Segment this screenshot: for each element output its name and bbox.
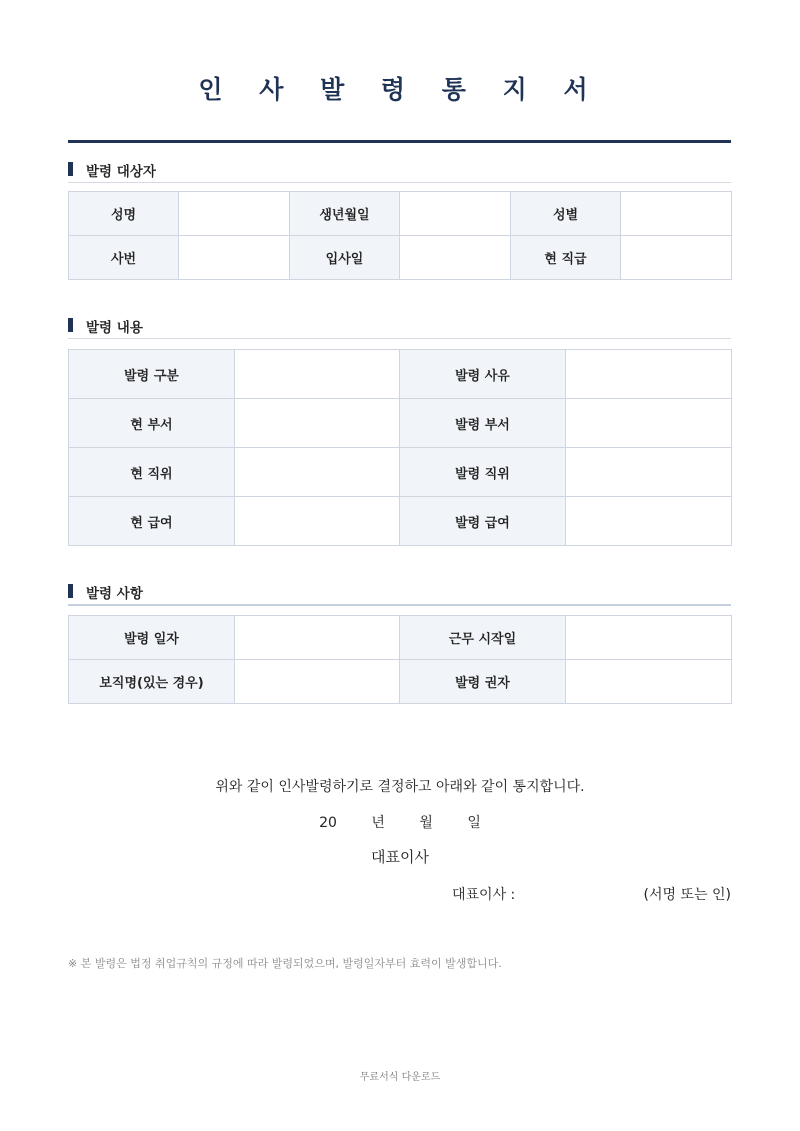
field-current-position[interactable]: [235, 448, 400, 497]
date-line: [0, 812, 800, 832]
table-row: [69, 660, 732, 704]
label-gender: 성별: [511, 192, 621, 236]
label-current-salary: 현 급여: [69, 497, 235, 546]
section-heading-target: [68, 160, 731, 183]
label-hire-date: 입사일: [290, 236, 400, 280]
field-order-type[interactable]: [235, 350, 400, 399]
table-row: [69, 497, 732, 546]
signature-label: 대표이사 :: [452, 887, 516, 903]
date-day-label: 일: [467, 815, 481, 831]
footer-text: 무료서식 다운로드: [359, 1072, 441, 1083]
field-post-title[interactable]: [235, 660, 400, 704]
section-marker: [68, 584, 73, 598]
field-current-salary[interactable]: [235, 497, 400, 546]
table-row: [69, 399, 732, 448]
section-heading-content: [68, 316, 731, 339]
table-row: [69, 236, 732, 280]
section-label-target: 발령 대상자: [86, 164, 156, 180]
field-birthdate[interactable]: [400, 192, 511, 236]
section-label-details: 발령 사항: [86, 586, 143, 602]
field-employee-id[interactable]: [179, 236, 290, 280]
field-new-position[interactable]: [566, 448, 732, 497]
details-table: [68, 615, 732, 704]
content-table: [68, 349, 732, 546]
date-year-label: 년: [371, 815, 385, 831]
section-marker: [68, 318, 73, 332]
date-prefix: 20: [319, 815, 337, 831]
label-order-date: 발령 일자: [69, 616, 235, 660]
label-new-salary: 발령 급여: [400, 497, 566, 546]
document-title: 인 사 발 령 통 지 서: [198, 75, 602, 104]
label-new-position: 발령 직위: [400, 448, 566, 497]
section-heading-details: [68, 582, 731, 606]
label-order-reason: 발령 사유: [400, 350, 566, 399]
field-hire-date[interactable]: [400, 236, 511, 280]
field-name[interactable]: [179, 192, 290, 236]
field-new-dept[interactable]: [566, 399, 732, 448]
label-order-type: 발령 구분: [69, 350, 235, 399]
field-order-reason[interactable]: [566, 350, 732, 399]
section-label-content: 발령 내용: [86, 320, 143, 336]
label-work-start-date: 근무 시작일: [400, 616, 566, 660]
label-employee-id: 사번: [69, 236, 179, 280]
field-new-salary[interactable]: [566, 497, 732, 546]
table-row: [69, 192, 732, 236]
field-current-grade[interactable]: [621, 236, 732, 280]
field-gender[interactable]: [621, 192, 732, 236]
label-current-grade: 현 직급: [511, 236, 621, 280]
target-table: [68, 191, 732, 280]
notice-statement: 위와 같이 인사발령하기로 결정하고 아래와 같이 통지합니다.: [215, 779, 585, 795]
field-current-dept[interactable]: [235, 399, 400, 448]
label-current-position: 현 직위: [69, 448, 235, 497]
table-row: [69, 350, 732, 399]
table-row: [69, 616, 732, 660]
label-current-dept: 현 부서: [69, 399, 235, 448]
field-work-start-date[interactable]: [566, 616, 732, 660]
signature-note: (서명 또는 인): [643, 887, 731, 903]
issuer-title: 대표이사: [371, 848, 429, 866]
label-name: 성명: [69, 192, 179, 236]
label-new-dept: 발령 부서: [400, 399, 566, 448]
date-month-label: 월: [419, 815, 433, 831]
section-marker: [68, 162, 73, 176]
label-post-title: 보직명(있는 경우): [69, 660, 235, 704]
field-order-date[interactable]: [235, 616, 400, 660]
table-row: [69, 448, 732, 497]
footnote: ※ 본 발령은 법정 취업규칙의 규정에 따라 발령되었으며, 발령일자부터 효력이 발생합니다.: [68, 957, 502, 970]
label-birthdate: 생년월일: [290, 192, 400, 236]
label-authority: 발령 권자: [400, 660, 566, 704]
field-authority[interactable]: [566, 660, 732, 704]
title-divider: [68, 140, 731, 143]
